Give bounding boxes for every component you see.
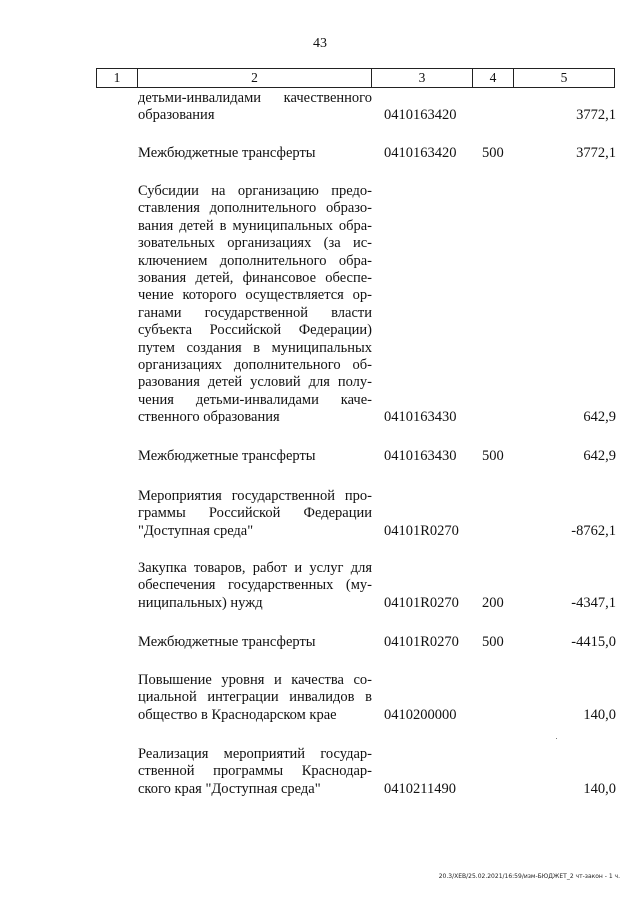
description-line: ниципальных) нужд	[138, 594, 263, 611]
row-code: 0410200000	[384, 706, 457, 723]
column-header-table	[96, 68, 615, 88]
header-col-2: 2	[138, 69, 372, 88]
row-description	[138, 183, 372, 427]
description-line: Реализация мероприятий государ-	[138, 746, 372, 762]
description-line: чение которого осуществляется ор-	[138, 287, 372, 304]
row-code: 0410163420	[384, 107, 457, 124]
row-amount: 140,0	[583, 706, 616, 723]
row-amount: 642,9	[583, 448, 616, 464]
description-line: ственного образования	[138, 409, 280, 426]
description-line: ского края "Доступная среда"	[138, 780, 321, 797]
row-description	[138, 672, 372, 724]
row-amount: 140,0	[583, 780, 616, 797]
row-expense-type: 500	[482, 145, 504, 161]
description-line: ственной программы Краснодар-	[138, 763, 372, 780]
row-amount: 3772,1	[576, 145, 616, 161]
row-description	[138, 448, 372, 465]
description-line: Мероприятия государственной про-	[138, 488, 372, 504]
row-amount: -8762,1	[571, 522, 616, 539]
description-line: общество в Краснодарском крае	[138, 706, 337, 723]
description-line: организациях дополнительного об-	[138, 357, 372, 374]
row-code: 0410163430	[384, 448, 457, 464]
row-description	[138, 634, 372, 651]
header-col-4: 4	[473, 69, 514, 88]
row-code: 0410163420	[384, 145, 457, 161]
row-amount: 3772,1	[576, 107, 616, 124]
row-amount: 642,9	[583, 409, 616, 426]
description-line: Закупка товаров, работ и услуг для	[138, 560, 372, 576]
description-line: Межбюджетные трансферты	[138, 145, 316, 161]
description-line: Межбюджетные трансферты	[138, 448, 316, 464]
header-col-3: 3	[372, 69, 473, 88]
document-footer: 20.3/ХЕВ/25.02.2021/16:59/изм-БЮДЖЕТ_2 чт-закон - 1 ч.	[438, 873, 620, 880]
description-line: образования	[138, 107, 215, 124]
row-code: 0410163430	[384, 409, 457, 426]
row-description	[138, 560, 372, 612]
description-line: граммы Российской Федерации	[138, 505, 372, 522]
description-line: зовательных организациях (за ис-	[138, 235, 372, 252]
description-line: вания детей в муниципальных обра-	[138, 217, 372, 234]
description-line: путем создания в муниципальных	[138, 339, 372, 356]
row-code: 04101R0270	[384, 634, 459, 650]
description-line: "Доступная среда"	[138, 522, 254, 539]
description-line: Субсидии на организацию предо-	[138, 183, 372, 199]
description-line: субъекта Российской Федерации)	[138, 322, 372, 339]
scan-speck	[556, 738, 557, 739]
row-description	[138, 90, 372, 125]
header-col-5: 5	[514, 69, 615, 88]
row-expense-type: 200	[482, 594, 504, 611]
header-col-1: 1	[97, 69, 138, 88]
row-amount: -4415,0	[571, 634, 616, 650]
row-amount: -4347,1	[571, 594, 616, 611]
row-code: 04101R0270	[384, 594, 459, 611]
description-line: чения детьми-инвалидами каче-	[138, 391, 372, 408]
row-description	[138, 145, 372, 162]
description-line: ставления дополнительного образо-	[138, 200, 372, 217]
page-number: 43	[313, 36, 327, 51]
row-code: 0410211490	[384, 780, 456, 797]
description-line: детьми-инвалидами качественного	[138, 90, 372, 106]
description-line: циальной интеграции инвалидов в	[138, 689, 372, 706]
row-description	[138, 746, 372, 798]
row-description	[138, 488, 372, 540]
description-line: зования детей, финансовое обеспе-	[138, 270, 372, 287]
description-line: обеспечения государственных (му-	[138, 577, 372, 594]
row-code: 04101R0270	[384, 522, 459, 539]
description-line: Межбюджетные трансферты	[138, 634, 316, 650]
description-line: ключением дополнительного обра-	[138, 252, 372, 269]
description-line: Повышение уровня и качества со-	[138, 672, 372, 688]
description-line: разования детей условий для полу-	[138, 374, 372, 391]
row-expense-type: 500	[482, 448, 504, 464]
row-expense-type: 500	[482, 634, 504, 650]
description-line: ганами государственной власти	[138, 304, 372, 321]
